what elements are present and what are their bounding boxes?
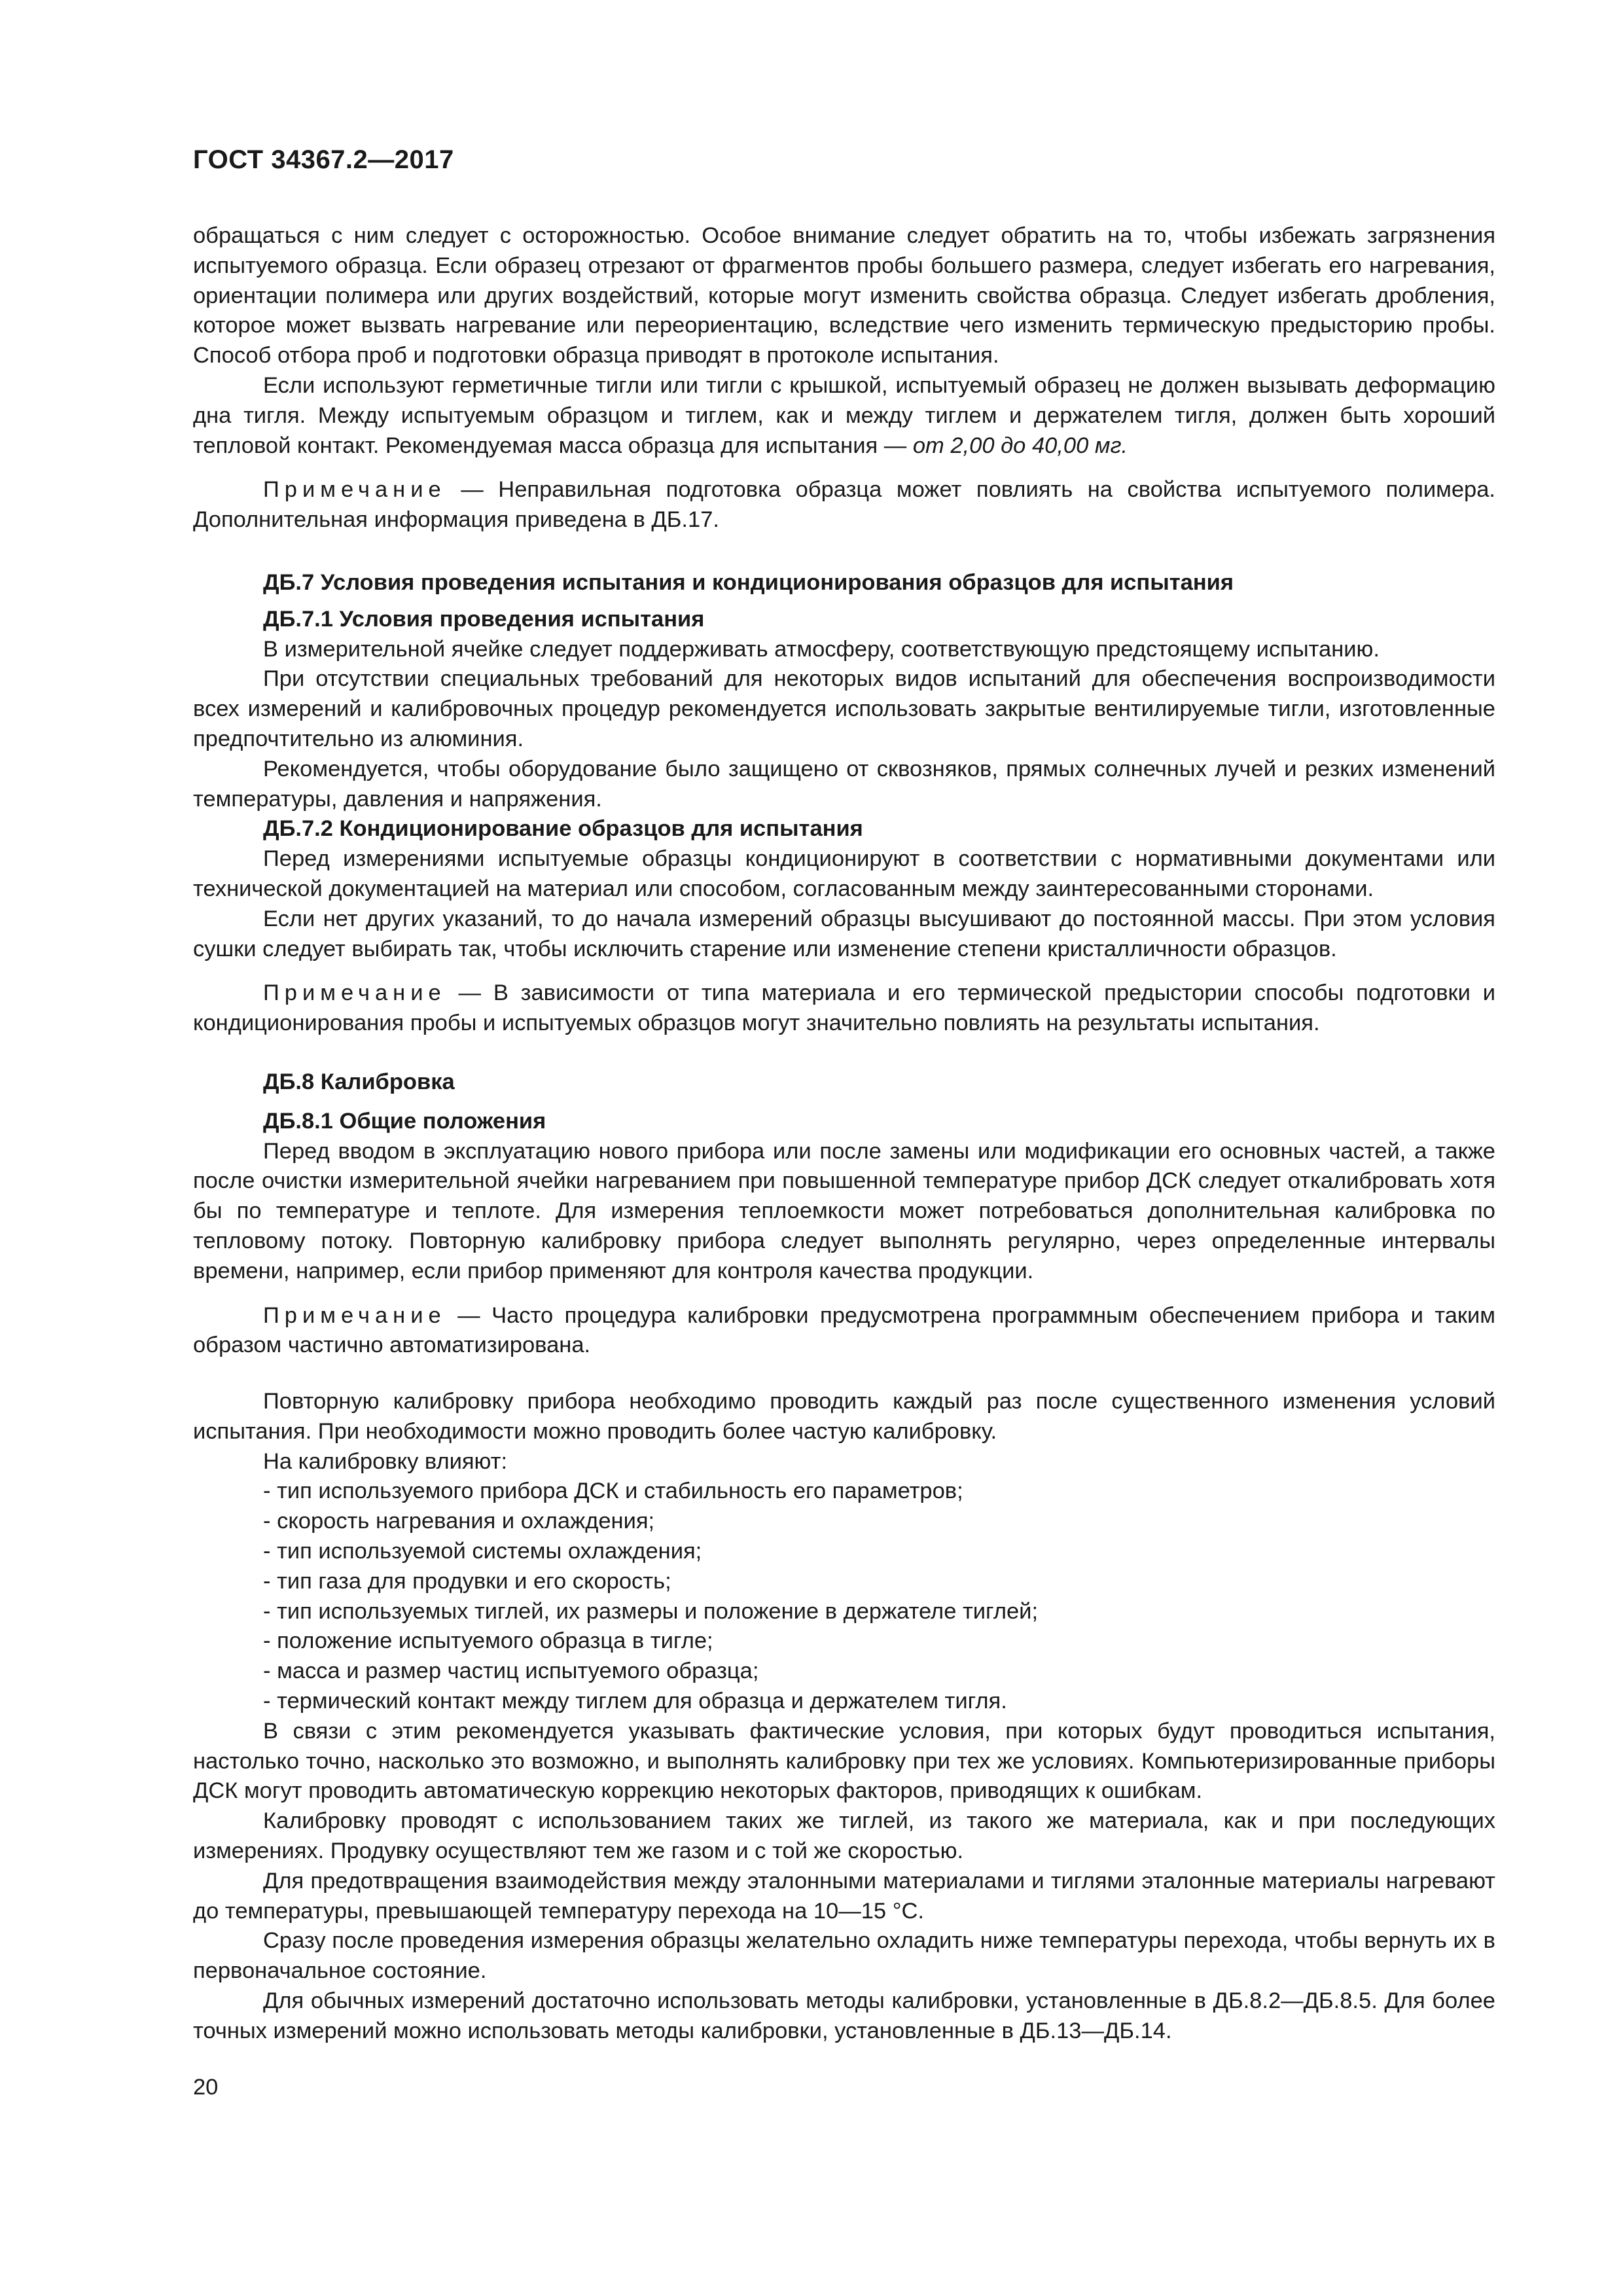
note-conditioning (193, 978, 1495, 1039)
paragraph-db71-1: В измерительной ячейке следует поддерживать атмосферу, соответствующую предстоящему испытанию. (263, 636, 1380, 662)
paragraph-db81-4: В связи с этим рекомендуется указывать фактические условия, при которых будут проводиться испытания, настолько точно, насколько это возможно, и выполнять калибровку при тех же условиях. Компьютеризированные приборы ДСК могут проводить автоматическую коррекцию некоторых факторов, приводящих к ошибкам. (193, 1718, 1495, 1804)
paragraph-sealed-crucibles-text: Если используют герметичные тигли или тигли с крышкой, испытуемый образец не должен вызывать деформацию дна тигля. Между испытуемым образцом и тиглем, как и между тиглем и держателем тигля, должен быть хороший тепловой контакт. Рекомендуемая масса образца для испытания — (193, 372, 1495, 458)
paragraph-db81-7: Сразу после проведения измерения образцы желательно охладить ниже температуры перехода, чтобы вернуть их в первоначальное состояние. (193, 1928, 1495, 1984)
list-item: - положение испытуемого образца в тигле; (263, 1626, 1495, 1657)
paragraph-db72-1: Перед измерениями испытуемые образцы кондиционируют в соответствии с нормативными документами или технической документацией на материал или способом, согласованным между заинтересованными сторонами. (193, 846, 1495, 901)
document-header: ГОСТ 34367.2—2017 (193, 145, 454, 174)
page-number: 20 (193, 2075, 219, 2100)
section-db71-title: ДБ.7.1 Условия проведения испытания (263, 606, 705, 632)
list-item: - термический контакт между тиглем для образца и держателем тигля. (263, 1687, 1495, 1717)
list-item: - тип используемых тиглей, их размеры и положение в держателе тиглей; (263, 1597, 1495, 1627)
list-item: - тип газа для продувки и его скорость; (263, 1567, 1495, 1597)
list-item: - тип используемого прибора ДСК и стабильность его параметров; (263, 1477, 1495, 1507)
section-db72-title: ДБ.7.2 Кондиционирование образцов для испытания (263, 816, 863, 842)
note-text: — Часто процедура калибровки предусмотрена программным обеспечением прибора и таким образом частично автоматизирована. (193, 1302, 1495, 1358)
paragraph-db81-8: Для обычных измерений достаточно использовать методы калибровки, установленные в ДБ.8.2—ДБ.8.5. Для более точных измерений можно использовать методы калибровки, установленные в ДБ.13—ДБ.14. (193, 1988, 1495, 2043)
note-label: Примечание (263, 980, 446, 1006)
list-item: - скорость нагревания и охлаждения; (263, 1507, 1495, 1537)
list-item: - тип используемой системы охлаждения; (263, 1537, 1495, 1567)
note-calibration-software (193, 1301, 1495, 1361)
calibration-factors-list (193, 1477, 1495, 1716)
paragraph-sample-handling: обращаться с ним следует с осторожностью. Особое внимание следует обратить на то, чтобы избежать загрязнения испытуемого образца. Если образец отрезают от фрагментов пробы большего размера, следует избегать его нагревания, ориентации полимера или других воздействий, которые могут изменить свойства образца. Следует избегать дробления, которое может вызвать нагревание или переориентацию, вследствие чего изменить термическую предысторию пробы. Способ отбора проб и подготовки образца приводят в протоколе испытания. (193, 223, 1495, 368)
section-db81-title: ДБ.8.1 Общие положения (263, 1108, 546, 1134)
note-label: Примечание (263, 1302, 446, 1328)
paragraph-db81-1: Перед вводом в эксплуатацию нового прибора или после замены или модификации его основных частей, а также после очистки измерительной ячейки нагреванием при повышенной температуре прибор ДСК следует откалибровать хотя бы по температуре и теплоте. Для измерения теплоемкости может потребоваться дополнительная калибровка по тепловому потоку. Повторную калибровку прибора следует выполнять регулярно, через определенные интервалы времени, например, если прибор применяют для контроля качества продукции. (193, 1138, 1495, 1283)
section-db7-title: ДБ.7 Условия проведения испытания и кондиционирования образцов для испытания (263, 569, 1234, 595)
note-sample-preparation (193, 475, 1495, 535)
note-text: — Неправильная подготовка образца может повлиять на свойства испытуемого полимера. Дополнительная информация приведена в ДБ.17. (193, 477, 1495, 533)
note-label: Примечание (263, 477, 446, 503)
paragraph-db71-3: Рекомендуется, чтобы оборудование было защищено от сквозняков, прямых солнечных лучей и резких изменений температуры, давления и напряжения. (193, 756, 1495, 812)
section-db8-title: ДБ.8 Калибровка (263, 1069, 455, 1094)
paragraph-db71-2: При отсутствии специальных требований для некоторых видов испытаний для обеспечения воспроизводимости всех измерений и калибровочных процедур рекомендуется использовать закрытые вентилируемые тигли, изготовленные предпочтительно из алюминия. (193, 666, 1495, 751)
document-body (193, 221, 1495, 2047)
paragraph-db81-6: Для предотвращения взаимодействия между эталонными материалами и тиглями эталонные материалы нагревают до температуры, превышающей температуру перехода на 10—15 °С. (193, 1868, 1495, 1924)
paragraph-db81-2: Повторную калибровку прибора необходимо проводить каждый раз после существенного изменения условий испытания. При необходимости можно проводить более частую калибровку. (193, 1389, 1495, 1444)
paragraph-db81-3: На калибровку влияют: (263, 1448, 508, 1474)
paragraph-db72-2: Если нет других указаний, то до начала измерений образцы высушивают до постоянной массы. При этом условия сушки следует выбирать так, чтобы исключить старение или изменение степени кристалличности образцов. (193, 906, 1495, 961)
sample-mass-range: от 2,00 до 40,00 мг. (912, 433, 1128, 458)
note-text: — В зависимости от типа материала и его термической предыстории способы подготовки и кондиционирования пробы и испытуемых образцов могут значительно повлиять на результаты испытания. (193, 980, 1495, 1036)
paragraph-sealed-crucibles (193, 371, 1495, 461)
list-item: - масса и размер частиц испытуемого образца; (263, 1657, 1495, 1687)
paragraph-db81-5: Калибровку проводят с использованием таких же тиглей, из такого же материала, как и при последующих измерениях. Продувку осуществляют тем же газом и с той же скоростью. (193, 1808, 1495, 1864)
